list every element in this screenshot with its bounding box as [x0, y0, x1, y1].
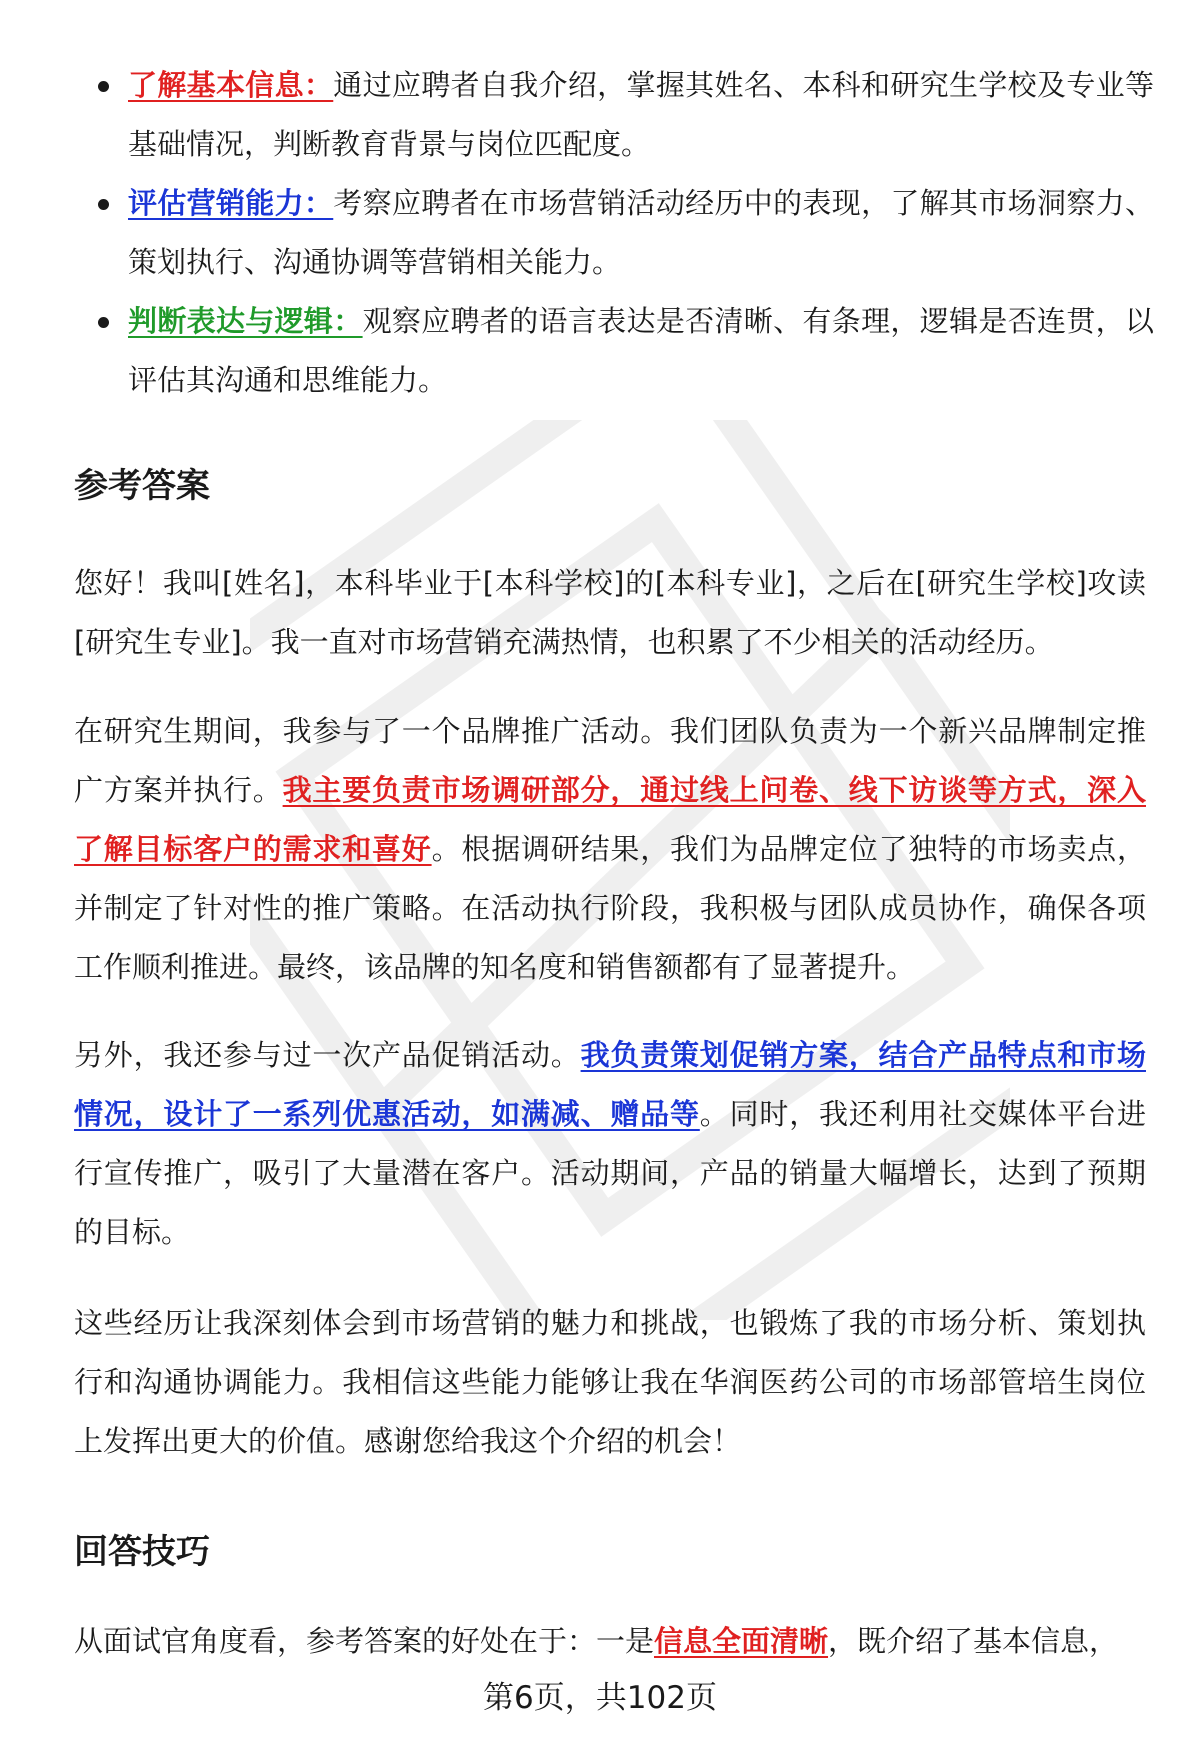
paragraph-text: 。根据调研结果，我们为品牌定位了独特的市场卖点，并制定了针对性的推广策略。在活动执行阶段，我积极与团队成员协作，确保各项工作顺利推进。最终，该品牌的知名度和销售额都有了显著提升。 — [74, 832, 1146, 984]
answer-paragraph-3 — [74, 1026, 1146, 1262]
bullet-dot — [98, 81, 109, 92]
bullet-dot — [98, 199, 109, 210]
paragraph-text: ，既介绍了基本信息， — [828, 1624, 1119, 1658]
key-points-list — [74, 56, 1154, 410]
answer-paragraph-4: 这些经历让我深刻体会到市场营销的魅力和挑战，也锻炼了我的市场分析、策划执行和沟通协调能力。我相信这些能力能够让我在华润医药公司的市场部管培生岗位上发挥出更大的价值。感谢您给我这个介绍的机会！ — [74, 1306, 1146, 1458]
bullet-dot — [98, 317, 109, 328]
tips-paragraph — [74, 1612, 1146, 1671]
highlight-text: 我主要负责市场调研部分，通过线上问卷、线下访谈等方式，深入了解目标客户的需求和喜好 — [74, 773, 1146, 866]
paragraph-text: 。同时，我还利用社交媒体平台进行宣传推广，吸引了大量潜在客户。活动期间，产品的销量大幅增长，达到了预期的目标。 — [74, 1097, 1146, 1249]
page-number: 第6页，共102页 — [483, 1680, 717, 1716]
point-label: 评估营销能力： — [128, 186, 334, 220]
answer-paragraph-1: 您好！我叫[姓名]，本科毕业于[本科学校]的[本科专业]，之后在[研究生学校]攻读[研究生专业]。我一直对市场营销充满热情，也积累了不少相关的活动经历。 — [74, 566, 1146, 659]
point-text: 观察应聘者的语言表达是否清晰、有条理，逻辑是否连贯，以评估其沟通和思维能力。 — [128, 304, 1154, 397]
highlight-text: 我负责策划促销方案，结合产品特点和市场情况，设计了一系列优惠活动，如满减、赠品等 — [74, 1038, 1146, 1131]
list-item — [74, 292, 1154, 410]
paragraph-text: 在研究生期间，我参与了一个品牌推广活动。我们团队负责为一个新兴品牌制定推广方案并执行。 — [74, 714, 1146, 807]
point-text: 通过应聘者自我介绍，掌握其姓名、本科和研究生学校及专业等基础情况，判断教育背景与岗位匹配度。 — [128, 68, 1154, 161]
list-item — [74, 56, 1154, 174]
paragraph-text: 另外，我还参与过一次产品促销活动。 — [74, 1038, 581, 1072]
list-item — [74, 174, 1154, 292]
paragraph-text: 从面试官角度看，参考答案的好处在于：一是 — [74, 1624, 655, 1658]
point-label: 判断表达与逻辑： — [128, 304, 363, 338]
answer-paragraph-2 — [74, 702, 1146, 997]
point-label: 了解基本信息： — [128, 68, 334, 102]
section-heading-tips: 回答技巧 — [74, 1532, 210, 1572]
section-heading-answer: 参考答案 — [74, 466, 210, 506]
point-text: 考察应聘者在市场营销活动经历中的表现，了解其市场洞察力、策划执行、沟通协调等营销相关能力。 — [128, 186, 1154, 279]
highlight-text: 信息全面清晰 — [654, 1624, 829, 1658]
